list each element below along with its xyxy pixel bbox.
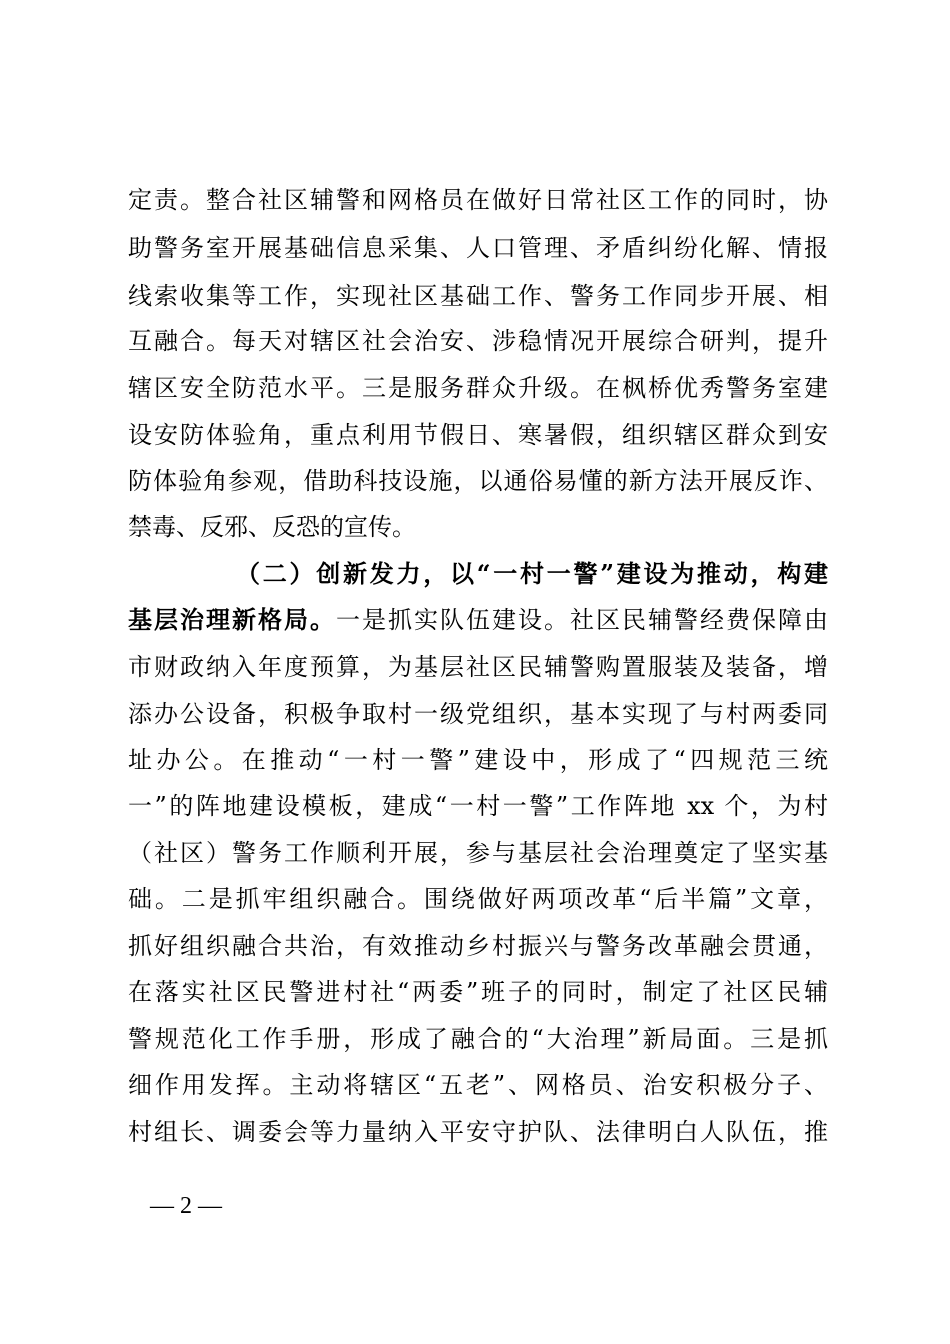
paragraph1-line-1: 定责。整合社区辅警和网格员在做好日常社区工作的同时，协 xyxy=(128,186,828,214)
section-heading-bold: 基层治理新格局。 xyxy=(128,605,336,634)
paragraph1-line-3: 线索收集等工作，实现社区基础工作、警务工作同步开展、相 xyxy=(128,282,828,310)
page-number: — 2 — xyxy=(150,1193,222,1219)
paragraph2-line-6: 础。二是抓牢组织融合。围绕做好两项改革“后半篇”文章， xyxy=(128,885,828,913)
paragraph2-line-7: 抓好组织融合共治，有效推动乡村振兴与警务改革融会贯通， xyxy=(128,932,828,960)
paragraph2-line-3: 址办公。在推动“一村一警”建设中，形成了“四规范三统 xyxy=(128,746,828,774)
paragraph1-line-7: 防体验角参观，借助科技设施，以通俗易懂的新方法开展反诈、 xyxy=(128,467,828,495)
section-heading-line-2 xyxy=(128,606,828,634)
paragraph2-line-8: 在落实社区民警进村社“两委”班子的同时，制定了社区民辅 xyxy=(128,978,828,1006)
paragraph2-line-4: 一”的阵地建设模板，建成“一村一警”工作阵地 xx 个，为村 xyxy=(128,792,828,820)
section-heading-line-1: （二）创新发力，以“一村一警”建设为推动，构建 xyxy=(236,559,828,588)
paragraph1-line-5: 辖区安全防范水平。三是服务群众升级。在枫桥优秀警务室建 xyxy=(128,374,828,402)
paragraph2-line-9: 警规范化工作手册，形成了融合的“大治理”新局面。三是抓 xyxy=(128,1025,828,1053)
paragraph2-line-1: 市财政纳入年度预算，为基层社区民辅警购置服装及装备，增 xyxy=(128,653,828,681)
paragraph2-line-2: 添办公设备，积极争取村一级党组织，基本实现了与村两委同 xyxy=(128,700,828,728)
paragraph2-line-10: 细作用发挥。主动将辖区“五老”、网格员、治安积极分子、 xyxy=(128,1071,828,1099)
paragraph2-line-11: 村组长、调委会等力量纳入平安守护队、法律明白人队伍，推 xyxy=(128,1118,828,1146)
section-heading-rest: 一是抓实队伍建设。社区民辅警经费保障由 xyxy=(336,606,828,634)
paragraph1-line-6: 设安防体验角，重点利用节假日、寒暑假，组织辖区群众到安 xyxy=(128,421,828,449)
paragraph1-line-8: 禁毒、反邪、反恐的宣传。 xyxy=(128,513,416,541)
paragraph2-line-5: （社区）警务工作顺利开展，参与基层社会治理奠定了坚实基 xyxy=(128,839,828,867)
paragraph1-line-4: 互融合。每天对辖区社会治安、涉稳情况开展综合研判，提升 xyxy=(128,327,828,355)
paragraph1-line-2: 助警务室开展基础信息采集、人口管理、矛盾纠纷化解、情报 xyxy=(128,234,828,262)
